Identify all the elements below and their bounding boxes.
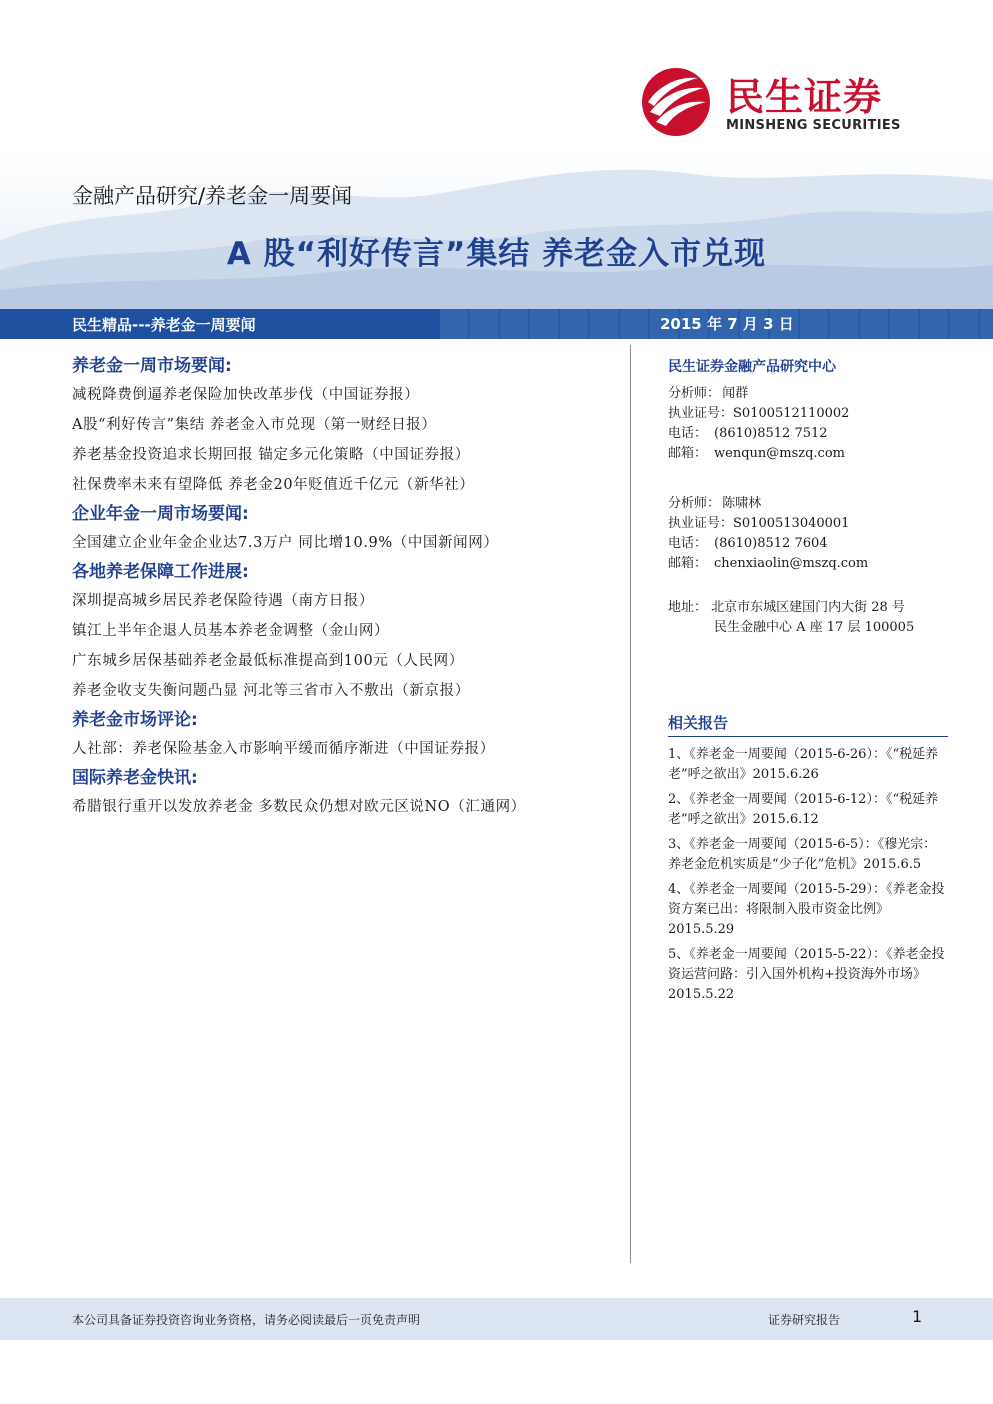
cert-row (668, 404, 948, 424)
email-row (668, 444, 948, 464)
title-band (0, 309, 993, 339)
related-reports-list (668, 745, 948, 1010)
page-number: 1 (912, 1307, 923, 1326)
address-label: 地址： (668, 600, 708, 615)
brand-name-en: MINSHENG SECURITIES (726, 118, 901, 133)
news-item: 减税降费倒逼养老保险加快改革步伐（中国证券报） (72, 387, 420, 403)
news-item: 镇江上半年企退人员基本养老金调整（金山网） (72, 623, 390, 639)
cert-label: 执业证号： (668, 516, 734, 531)
related-reports-header (668, 712, 948, 736)
news-item: 养老基金投资追求长期回报 锚定多元化策略（中国证券报） (72, 447, 470, 463)
minsheng-logo-icon (640, 66, 712, 138)
analyst-sidebar (668, 356, 948, 638)
news-item: A股“利好传言”集结 养老金入市兑现（第一财经日报） (72, 417, 437, 433)
address-block (668, 598, 948, 638)
news-item: 深圳提高城乡居民养老保险待遇（南方日报） (72, 593, 374, 609)
phone-row (668, 424, 948, 444)
cert-number: S0100513040001 (733, 516, 850, 531)
analyst-name: 闻群 (722, 386, 749, 401)
phone-label: 电话： (668, 426, 708, 441)
phone-row (668, 534, 948, 554)
news-item: 广东城乡居保基础养老金最低标准提高到100元（人民网） (72, 653, 464, 669)
cert-number: S0100512110002 (733, 406, 850, 421)
cert-label: 执业证号： (668, 406, 734, 421)
report-date: 2015 年 7 月 3 日 (660, 315, 794, 333)
related-report-item[interactable]: 4、《养老金一周要闻（2015-5-29）：《养老金投资方案已出：将限制入股市资金比例》2015.5.29 (668, 882, 945, 937)
email-label: 邮箱： (668, 556, 708, 571)
brand-name-cn: 民生证券 (726, 75, 883, 119)
column-divider (630, 345, 631, 1263)
section-title: 国际养老金快讯: (72, 768, 198, 788)
related-reports-rule (668, 736, 948, 737)
section-title: 企业年金一周市场要闻: (72, 504, 249, 524)
analyst-name-row (668, 494, 948, 514)
news-item: 人社部：养老保险基金入市影响平缓而循序渐进（中国证券报） (72, 741, 495, 757)
related-report-item[interactable]: 5、《养老金一周要闻（2015-5-22）：《养老金投资运营问路：引入国外机构+投资海外市场》2015.5.22 (668, 947, 945, 1002)
related-report-item[interactable]: 3、《养老金一周要闻（2015-6-5）：《穆光宗：养老金危机实质是“少子化”危机》2015.6.5 (668, 837, 937, 872)
news-item: 养老金收支失衡问题凸显 河北等三省市入不敷出（新京报） (72, 683, 470, 699)
band-label: 民生精品---养老金一周要闻 (72, 316, 256, 334)
section-title: 各地养老保障工作进展: (72, 562, 249, 582)
company-logo (640, 62, 930, 142)
report-title: A 股“利好传言”集结 养老金入市兑现 (226, 236, 767, 272)
address-row (668, 598, 948, 618)
related-report-item[interactable]: 1、《养老金一周要闻（2015-6-26）：《“税延养老”呼之欲出》2015.6.26 (668, 747, 939, 782)
phone-number: (8610)8512 7604 (714, 536, 828, 551)
report-category: 金融产品研究/养老金一周要闻 (72, 184, 353, 208)
research-center-name: 民生证券金融产品研究中心 (668, 359, 836, 375)
related-reports-title: 相关报告 (668, 714, 729, 732)
analyst-label: 分析师： (668, 386, 721, 401)
address-line-2: 民生金融中心 A 座 17 层 100005 (714, 620, 915, 635)
phone-number: (8610)8512 7512 (714, 426, 828, 441)
section-title: 养老金市场评论: (72, 710, 198, 730)
address-line-1: 北京市东城区建国门内大街 28 号 (711, 600, 905, 615)
news-item: 社保费率未来有望降低 养老金20年贬值近千亿元（新华社） (72, 477, 475, 493)
email-label: 邮箱： (668, 446, 708, 461)
footer-doc-type: 证券研究报告 (768, 1313, 841, 1327)
analyst-name-row (668, 384, 948, 404)
email-row (668, 554, 948, 574)
related-report-item[interactable]: 2、《养老金一周要闻（2015-6-12）：《“税延养老”呼之欲出》2015.6.12 (668, 792, 939, 827)
news-item: 全国建立企业年金企业达7.3万户 同比增10.9%（中国新闻网） (72, 535, 499, 551)
page-footer (0, 1298, 993, 1340)
phone-label: 电话： (668, 536, 708, 551)
email-address[interactable]: wenqun@mszq.com (714, 446, 845, 461)
footer-disclaimer: 本公司具备证券投资咨询业务资格，请务必阅读最后一页免责声明 (72, 1313, 421, 1327)
email-address[interactable]: chenxiaolin@mszq.com (714, 556, 869, 571)
cert-row (668, 514, 948, 534)
analyst-name: 陈啸林 (722, 496, 762, 511)
analyst-label: 分析师： (668, 496, 721, 511)
news-column (72, 352, 617, 822)
spacer (668, 464, 948, 494)
news-item: 希腊银行重开以发放养老金 多数民众仍想对欧元区说NO（汇通网） (72, 799, 526, 815)
section-title: 养老金一周市场要闻: (72, 356, 232, 376)
